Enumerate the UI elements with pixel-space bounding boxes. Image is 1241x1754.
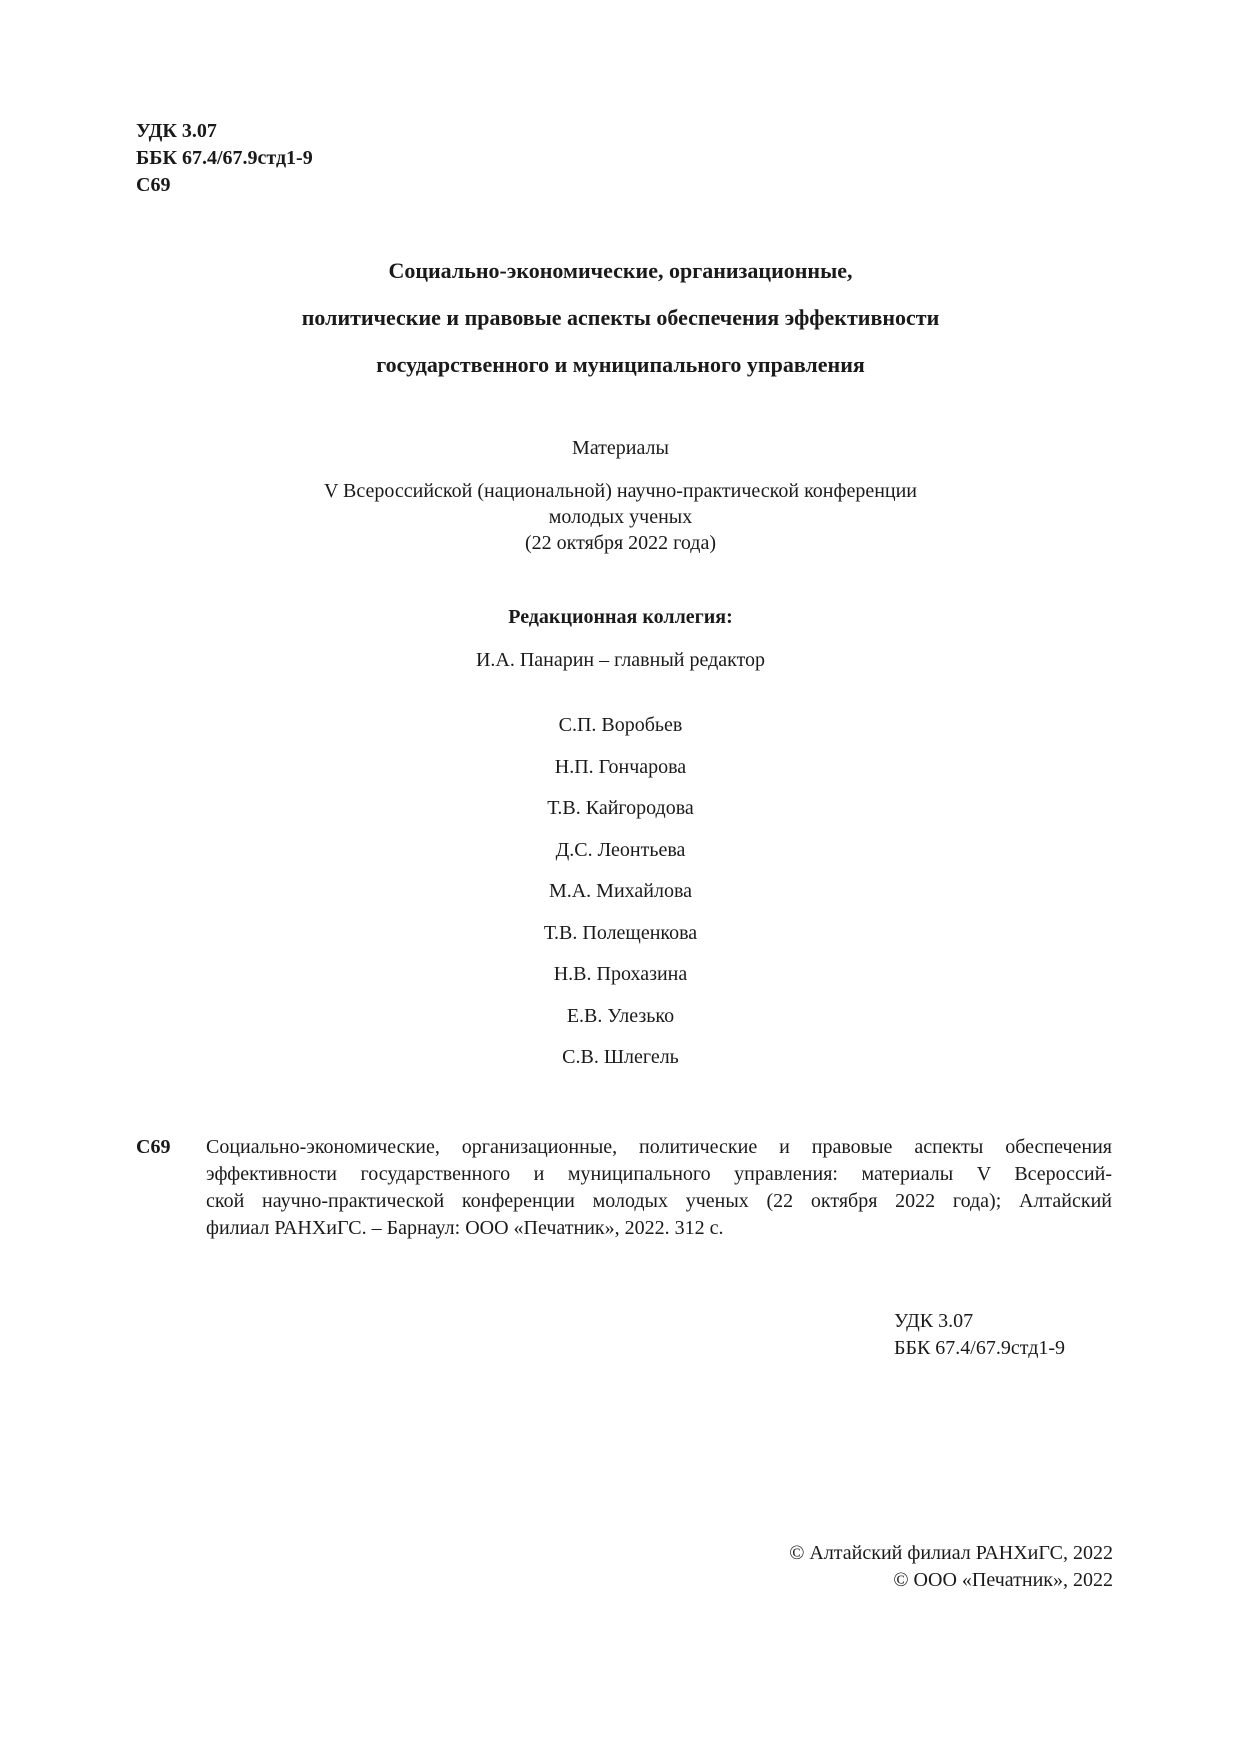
- title-line: Социально-экономические, организационные,: [388, 258, 853, 283]
- bibliographic-line: филиал РАНХиГС. – Барнаул: ООО «Печатник», 2022. 312 с.: [206, 1217, 724, 1239]
- bbk-code: ББК 67.4/67.9стд1-9: [894, 1337, 1066, 1359]
- bibliographic-line: эффективности государственного и муниципального управления: материалы V Всероссий-: [206, 1163, 1112, 1185]
- board-member: М.А. Михайлова: [548, 880, 693, 902]
- copyright-line: © Алтайский филиал РАНХиГС, 2022: [789, 1542, 1113, 1564]
- footer-classification-codes: [894, 1308, 1065, 1362]
- bibliographic-line: ской научно-практической конференции молодых ученых (22 октября 2022 года); Алтайский: [206, 1190, 1112, 1212]
- bibliographic-line: Социально-экономические, организационные, политические и правовые аспекты обеспечения: [206, 1136, 1112, 1158]
- board-member: Н.П. Гончарова: [554, 755, 687, 778]
- editorial-board-members: [0, 705, 1241, 1079]
- author-sign: С69: [136, 174, 171, 196]
- conference-line: V Всероссийской (национальной) научно-практической конференции: [323, 480, 918, 502]
- board-member: Т.В. Кайгородова: [547, 797, 694, 819]
- board-member: Т.В. Полещенкова: [543, 921, 698, 944]
- title-line: государственного и муниципального управления: [376, 352, 865, 377]
- classification-codes: [136, 118, 313, 199]
- copyright-line: © ООО «Печатник», 2022: [893, 1569, 1113, 1591]
- bibliographic-description: [206, 1134, 1112, 1242]
- board-member: Д.С. Леонтьева: [555, 838, 686, 861]
- board-member: Е.В. Улезько: [566, 1004, 675, 1027]
- materials-label: Материалы: [572, 437, 669, 459]
- book-title: [0, 247, 1241, 388]
- conference-info: [0, 478, 1241, 556]
- udk-code: УДК 3.07: [136, 120, 217, 142]
- title-line: политические и правовые аспекты обеспечения эффективности: [301, 305, 940, 330]
- board-member: С.П. Воробьев: [558, 714, 683, 736]
- udk-code: УДК 3.07: [894, 1310, 974, 1332]
- conference-date: (22 октября 2022 года): [524, 532, 716, 554]
- bbk-code: ББК 67.4/67.9стд1-9: [136, 147, 313, 169]
- conference-line: молодых ученых: [548, 506, 693, 528]
- board-member: Н.В. Прохазина: [553, 963, 688, 985]
- editorial-board-heading: Редакционная коллегия:: [508, 606, 733, 628]
- copyright-block: [789, 1540, 1113, 1594]
- board-member: С.В. Шлегель: [562, 1046, 679, 1068]
- chief-editor: И.А. Панарин – главный редактор: [475, 649, 766, 671]
- bibliographic-code: С69: [136, 1136, 171, 1158]
